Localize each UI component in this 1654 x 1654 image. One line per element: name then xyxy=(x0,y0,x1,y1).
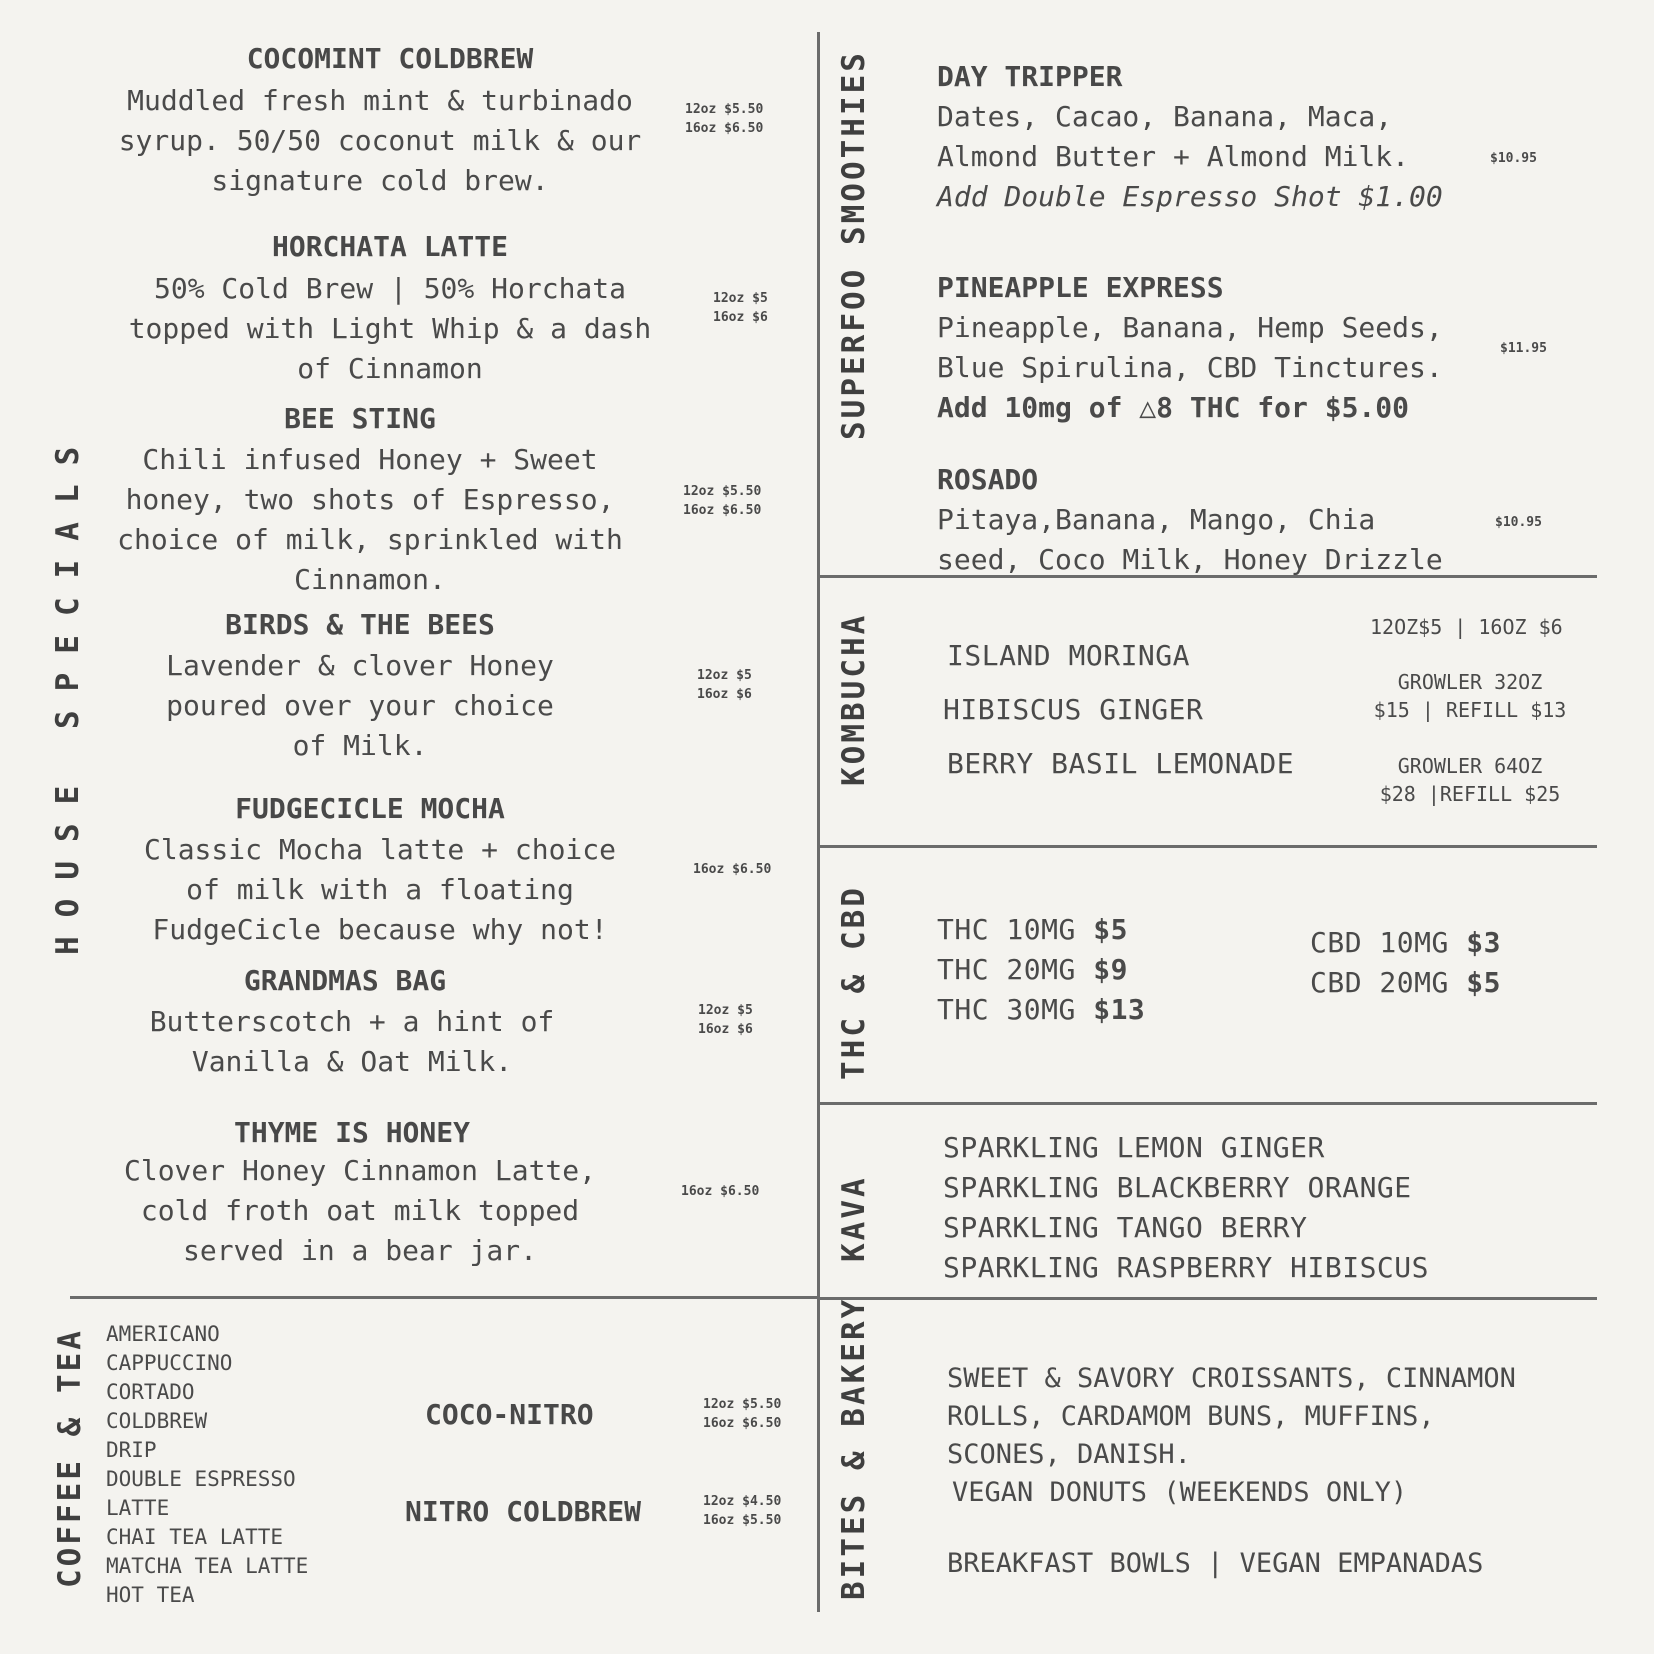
item-title: BEE STING xyxy=(284,402,436,435)
item-title: THYME IS HONEY xyxy=(233,1116,470,1149)
item-title: COCOMINT COLDBREW xyxy=(246,42,534,75)
item-price: 16oz $6.50 xyxy=(681,1184,760,1199)
item-title: PINEAPPLE EXPRESS xyxy=(937,271,1224,304)
list-item: DRIP xyxy=(106,1438,157,1462)
kombucha-item: ISLAND MORINGA xyxy=(947,639,1191,672)
item-description: Lavender & clover Honey poured over your choice of Milk. xyxy=(166,649,554,762)
item-description: Clover Honey Cinnamon Latte, cold froth oat milk topped served in a bear jar. xyxy=(123,1154,596,1267)
item-description: Chili infused Honey + Sweet honey, two shots of Espresso, choice of milk, sprinkled with Cinnamon. xyxy=(117,443,623,596)
thc-cbd-label: THC & CBD xyxy=(836,885,872,1080)
divider-kombucha-thc xyxy=(817,845,1597,848)
list-item: AMERICANO xyxy=(106,1322,220,1346)
kava-list xyxy=(943,1128,1429,1288)
house-specials-label: HOUSE SPECIALS xyxy=(50,427,86,955)
item-description: Pineapple, Banana, Hemp Seeds, Blue Spirulina, CBD Tinctures. Add 10mg of △8 THC for $5.00 xyxy=(937,311,1443,424)
kombucha-label: KOMBUCHA xyxy=(836,612,872,786)
list-item: SPARKLING TANGO BERRY xyxy=(943,1211,1308,1244)
bakery-list: SWEET & SAVORY CROISSANTS, CINNAMON ROLLS, CARDAMOM BUNS, MUFFINS, SCONES, DANISH. xyxy=(947,1363,1516,1470)
cbd-list: CBD 10MG $3 CBD 20MG $5 xyxy=(1310,926,1501,999)
list-item: MATCHA TEA LATTE xyxy=(106,1554,309,1578)
item-description: Butterscotch + a hint of Vanilla & Oat Milk. xyxy=(149,1005,555,1078)
item-price: 12oz $5.50 16oz $6.50 xyxy=(683,484,762,518)
list-item: SPARKLING BLACKBERRY ORANGE xyxy=(943,1171,1412,1204)
item-description: Pitaya,Banana, Mango, Chia seed, Coco Milk, Honey Drizzle xyxy=(937,503,1443,576)
item-title: BIRDS & THE BEES xyxy=(225,608,495,641)
nitro-coldbrew-title: NITRO COLDBREW xyxy=(405,1495,642,1528)
bakery-vegan-donuts: VEGAN DONUTS (WEEKENDS ONLY) xyxy=(952,1477,1408,1508)
coffee-tea-label: COFFEE & TEA xyxy=(52,1328,88,1588)
item-price: 12oz $5.50 16oz $6.50 xyxy=(685,102,764,136)
item-title: FUDGECICLE MOCHA xyxy=(235,792,505,825)
coco-nitro-price: 12oz $5.50 16oz $6.50 xyxy=(703,1397,782,1431)
divider-thc-kava xyxy=(817,1102,1597,1105)
divider-kava-bakery xyxy=(817,1297,1597,1300)
list-item: LATTE xyxy=(106,1496,170,1520)
smoothies-label: SUPERFOO SMOOTHIES xyxy=(836,50,872,440)
kava-label: KAVA xyxy=(836,1175,872,1262)
coco-nitro-title: COCO-NITRO xyxy=(425,1398,594,1431)
list-item: CORTADO xyxy=(106,1380,195,1404)
list-item: CAPPUCCINO xyxy=(106,1351,233,1375)
bakery-label: BITES & BAKERY xyxy=(836,1296,872,1600)
item-description: Muddled fresh mint & turbinado syrup. 50/50 coconut milk & our signature cold brew. xyxy=(118,84,642,197)
thc-list: THC 10MG $5 THC 20MG $9 THC 30MG $13 xyxy=(937,913,1146,1026)
kombucha-item: HIBISCUS GINGER xyxy=(943,693,1204,726)
item-title: HORCHATA LATTE xyxy=(271,230,508,263)
item-price: $11.95 xyxy=(1500,341,1547,356)
item-price: 12oz $5 16oz $6 xyxy=(697,668,752,702)
vertical-divider xyxy=(817,32,820,1612)
item-price: 12oz $5 16oz $6 xyxy=(713,291,768,325)
list-item: HOT TEA xyxy=(106,1583,195,1607)
kombucha-item: BERRY BASIL LEMONADE xyxy=(947,747,1295,780)
item-description: Dates, Cacao, Banana, Maca, Almond Butter + Almond Milk. Add Double Espresso Shot $1.00 xyxy=(937,100,1443,213)
list-item: COLDBREW xyxy=(106,1409,208,1433)
item-price: 16oz $6.50 xyxy=(693,862,772,877)
kombucha-price: 12OZ$5 | 16OZ $6 xyxy=(1370,615,1563,639)
kombucha-growler-64: GROWLER 64OZ $28 |REFILL $25 xyxy=(1379,754,1561,806)
item-title: ROSADO xyxy=(937,463,1039,496)
item-price: 12oz $5 16oz $6 xyxy=(698,1003,753,1037)
coffee-tea-list xyxy=(106,1320,308,1610)
bakery-bowls: BREAKFAST BOWLS | VEGAN EMPANADAS xyxy=(947,1548,1484,1579)
item-title: DAY TRIPPER xyxy=(937,60,1123,93)
item-price: $10.95 xyxy=(1490,151,1537,166)
item-description: 50% Cold Brew | 50% Horchata topped with Light Whip & a dash of Cinnamon xyxy=(128,272,652,385)
kombucha-growler-32: GROWLER 32OZ $15 | REFILL $13 xyxy=(1373,670,1567,722)
divider-specials-coffee xyxy=(70,1296,820,1299)
list-item: CHAI TEA LATTE xyxy=(106,1525,284,1549)
list-item: SPARKLING RASPBERRY HIBISCUS xyxy=(943,1251,1430,1284)
item-description: Classic Mocha latte + choice of milk with a floating FudgeCicle because why not! xyxy=(143,833,616,946)
item-price: $10.95 xyxy=(1495,515,1542,530)
nitro-coldbrew-price: 12oz $4.50 16oz $5.50 xyxy=(703,1494,782,1528)
list-item: SPARKLING LEMON GINGER xyxy=(943,1131,1325,1164)
item-title: GRANDMAS BAG xyxy=(243,964,447,997)
list-item: DOUBLE ESPRESSO xyxy=(106,1467,296,1491)
